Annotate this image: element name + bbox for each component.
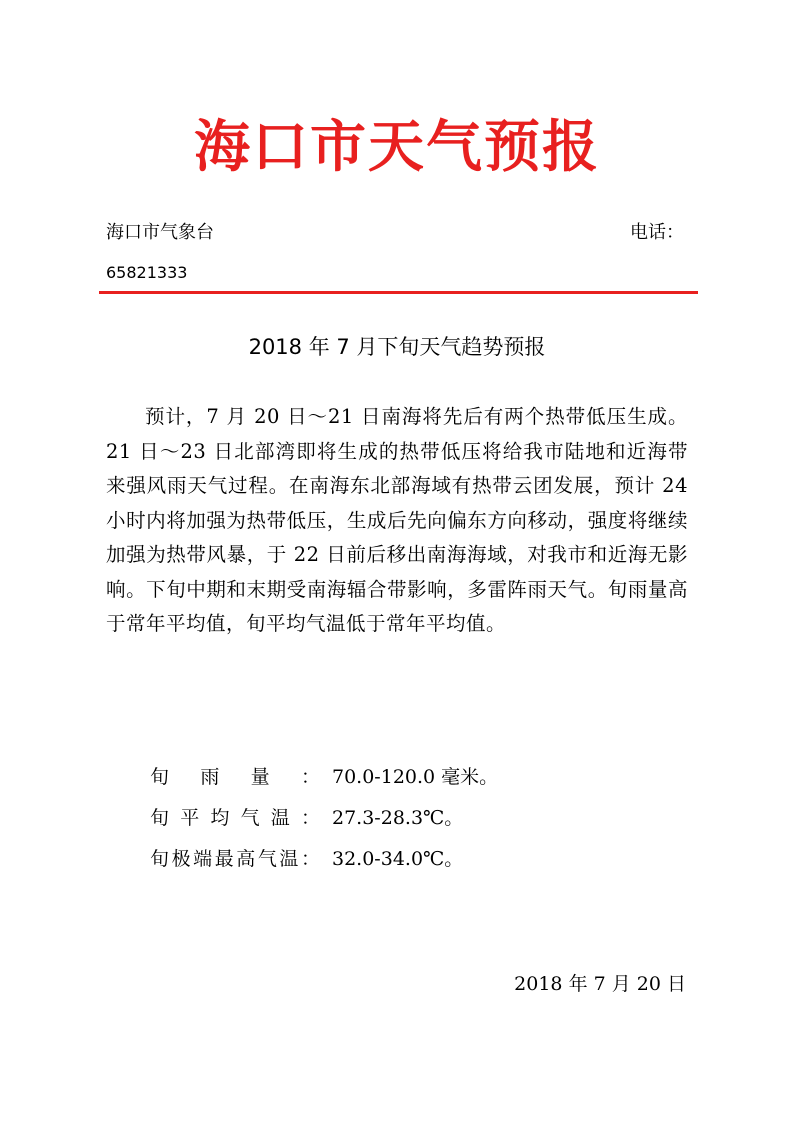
stat-max-temp-label: 旬极端最高气温： (150, 848, 320, 870)
masthead-title: 海口市天气预报 (194, 115, 600, 180)
issuer-name: 海口市气象台 (106, 222, 214, 243)
stat-rainfall-label: 旬雨量： (150, 766, 320, 788)
stat-avg-temp (150, 804, 463, 832)
phone-number: 65821333 (106, 263, 188, 282)
stat-avg-temp-label: 旬平均气温： (150, 807, 320, 829)
stat-max-temp (150, 845, 463, 873)
document-title: 2018 年 7 月下旬天气趋势预报 (248, 335, 546, 359)
stat-rainfall-value: 70.0-120.0 毫米。 (332, 766, 499, 788)
header-divider (99, 291, 698, 294)
phone-label: 电话： (630, 222, 684, 243)
forecast-paragraph: 预计，7 月 20 日～21 日南海将先后有两个热带低压生成。21 日～23 日北部湾即将生成的热带低压将给我市陆地和近海带来强风雨天气过程。在南海东北部海域有热带云团发展，预计 24 小时内将加强为热带低压，生成后先向偏东方向移动，强度将继续加强为热带风暴，于 22 日前后移出南海海域，对我市和近海无影响。下旬中期和末期受南海辐合带影响，多雷阵雨天气。旬雨量高于常年平均值，旬平均气温低于常年平均值。 (106, 405, 688, 635)
stat-avg-temp-value: 27.3-28.3℃。 (332, 807, 464, 829)
stat-max-temp-value: 32.0-34.0℃。 (332, 848, 464, 870)
stat-rainfall (150, 763, 498, 791)
issue-date: 2018 年 7 月 20 日 (514, 973, 686, 995)
